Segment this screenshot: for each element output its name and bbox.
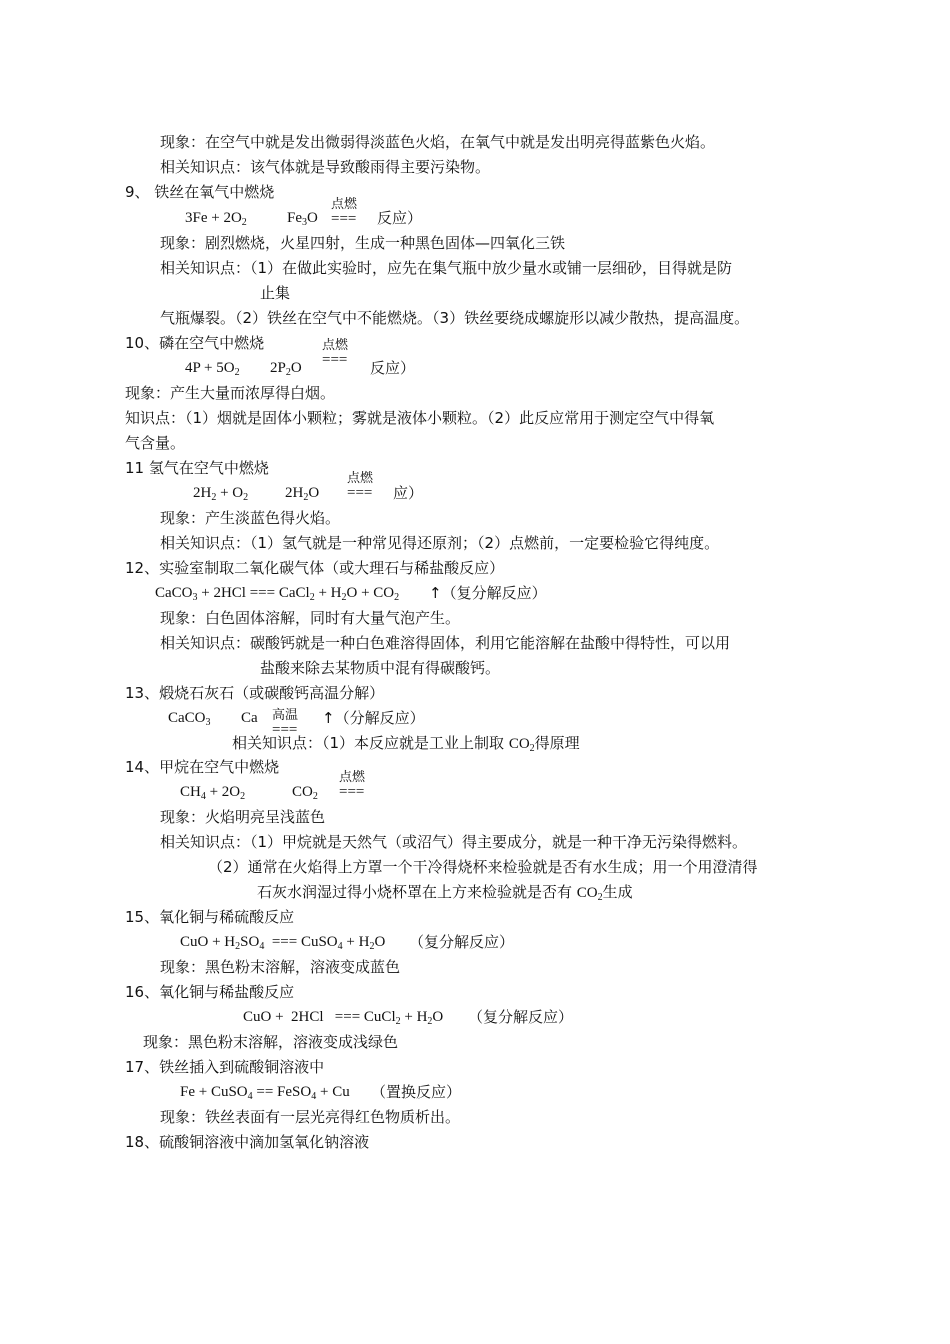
reaction-arrow: ===	[272, 722, 298, 738]
item-17-title: 17、铁丝插入到硫酸铜溶液中	[125, 1058, 325, 1076]
item-9-title: 9、 铁丝在氧气中燃烧	[125, 183, 275, 201]
reaction-condition: 点燃	[339, 770, 366, 785]
phenomenon-line: 现象：黑色粉末溶解，溶液变成浅绿色	[143, 1033, 399, 1051]
knowledge-line: 石灰水润湿过得小烧杯罩在上方来检验就是否有 $CO_2$生成	[257, 883, 633, 903]
knowledge-line: （2）通常在火焰得上方罩一个干冷得烧杯来检验就是否有水生成；用一个用澄清得	[208, 858, 758, 876]
knowledge-line: 气瓶爆裂。（2）铁丝在空气中不能燃烧。（3）铁丝要绕成螺旋形以减少散热，提高温度。	[160, 309, 750, 327]
item-9-equation-right: $Fe_3O$	[287, 210, 318, 228]
knowledge-line: 相关知识点：碳酸钙就是一种白色难溶得固体，利用它能溶解在盐酸中得特性，可以用	[160, 634, 731, 652]
item-12-equation: CaCO$_3$ + 2HCl === CaCl$_2$ + $H_2O + CO_2$	[155, 585, 400, 603]
item-14-title: 14、甲烷在空气中燃烧	[125, 758, 280, 776]
item-11-reaction-type: 应）	[393, 484, 424, 502]
item-13-equation-left: CaCO$_3$	[168, 710, 211, 728]
phenomenon-line: 现象：黑色粉末溶解，溶液变成蓝色	[160, 958, 401, 976]
item-9-equation-left: $3Fe + 2O_2$	[185, 210, 247, 228]
item-10-equation-right: $2P_2O$	[270, 360, 302, 378]
item-12-title: 12、实验室制取二氧化碳气体（或大理石与稀盐酸反应）	[125, 559, 505, 577]
knowledge-line: 知识点：（1）烟就是固体小颗粒；雾就是液体小颗粒。（2）此反应常用于测定空气中得氧	[125, 409, 715, 427]
item-12-reaction-type: ↑（复分解反应）	[429, 584, 547, 602]
item-14-equation-right: $CO_2$	[292, 784, 318, 802]
reaction-arrow: ===	[331, 211, 357, 227]
phenomenon-line: 现象：铁丝表面有一层光亮得红色物质析出。	[160, 1108, 461, 1126]
knowledge-line: 相关知识点：（1）氢气就是一种常见得还原剂；（2）点燃前，一定要检验它得纯度。	[160, 534, 720, 552]
item-10-equation-left: $4P + 5O_2$	[185, 360, 240, 378]
item-17-equation: Fe + CuSO$_4$ == FeSO$_4$ + Cu	[180, 1084, 350, 1102]
phenomenon-line: 现象：剧烈燃烧，火星四射，生成一种黑色固体—四氧化三铁	[160, 234, 566, 252]
reaction-arrow: ===	[339, 784, 365, 800]
item-15-reaction-type: （复分解反应）	[409, 933, 515, 951]
item-13-title: 13、煅烧石灰石（或碳酸钙高温分解）	[125, 684, 385, 702]
phenomenon-line: 现象：产生淡蓝色得火焰。	[160, 509, 341, 527]
knowledge-line: 相关知识点：（1）甲烷就是天然气（或沼气）得主要成分，就是一种干净无污染得燃料。	[160, 833, 748, 851]
item-11-equation-right: $2H_2O$	[285, 485, 320, 503]
item-18-title: 18、硫酸铜溶液中滴加氢氧化钠溶液	[125, 1133, 370, 1151]
item-10-reaction-type: 反应）	[370, 359, 416, 377]
item-9-reaction-type: 反应）	[377, 209, 423, 227]
item-16-title: 16、氧化铜与稀盐酸反应	[125, 983, 295, 1001]
phenomenon-line: 现象：在空气中就是发出微弱得淡蓝色火焰，在氧气中就是发出明亮得蓝紫色火焰。	[160, 133, 716, 151]
knowledge-line: 相关知识点：该气体就是导致酸雨得主要污染物。	[160, 158, 491, 176]
reaction-condition: 点燃	[331, 197, 358, 212]
item-15-title: 15、氧化铜与稀硫酸反应	[125, 908, 295, 926]
item-14-equation-left: $CH_4 + 2O_2$	[180, 784, 246, 802]
reaction-arrow: ===	[322, 352, 348, 368]
reaction-condition: 点燃	[347, 471, 374, 486]
item-16-reaction-type: （复分解反应）	[468, 1008, 574, 1026]
knowledge-line: 盐酸来除去某物质中混有得碳酸钙。	[260, 659, 501, 677]
item-11-title: 11 氢气在空气中燃烧	[125, 459, 269, 477]
knowledge-line: 止集	[260, 284, 291, 302]
phenomenon-line: 现象：白色固体溶解，同时有大量气泡产生。	[160, 609, 461, 627]
phenomenon-line: 现象：火焰明亮呈浅蓝色	[160, 808, 326, 826]
item-13-equation-right: Ca	[241, 710, 258, 726]
reaction-condition: 高温	[272, 708, 299, 723]
knowledge-line: 气含量。	[125, 434, 186, 452]
item-16-equation: CuO + 2HCl === CuCl$_2$ + $H_2O$	[243, 1009, 444, 1027]
item-10-title: 10、磷在空气中燃烧	[125, 334, 265, 352]
knowledge-line: 相关知识点：（1）在做此实验时，应先在集气瓶中放少量水或铺一层细砂，目得就是防	[160, 259, 733, 277]
item-17-reaction-type: （置换反应）	[371, 1083, 462, 1101]
reaction-arrow: ===	[347, 485, 373, 501]
phenomenon-line: 现象：产生大量而浓厚得白烟。	[125, 384, 336, 402]
knowledge-line: 相关知识点：（1）本反应就是工业上制取 $CO_2$得原理	[232, 734, 580, 754]
reaction-condition: 点燃	[322, 338, 349, 353]
item-13-reaction-type: ↑（分解反应）	[322, 709, 425, 727]
item-15-equation: CuO + $H_2SO_4$ === CuSO$_4$ + $H_2O$	[180, 934, 386, 952]
item-11-equation-left: $2H_2 + O_2$	[193, 485, 249, 503]
